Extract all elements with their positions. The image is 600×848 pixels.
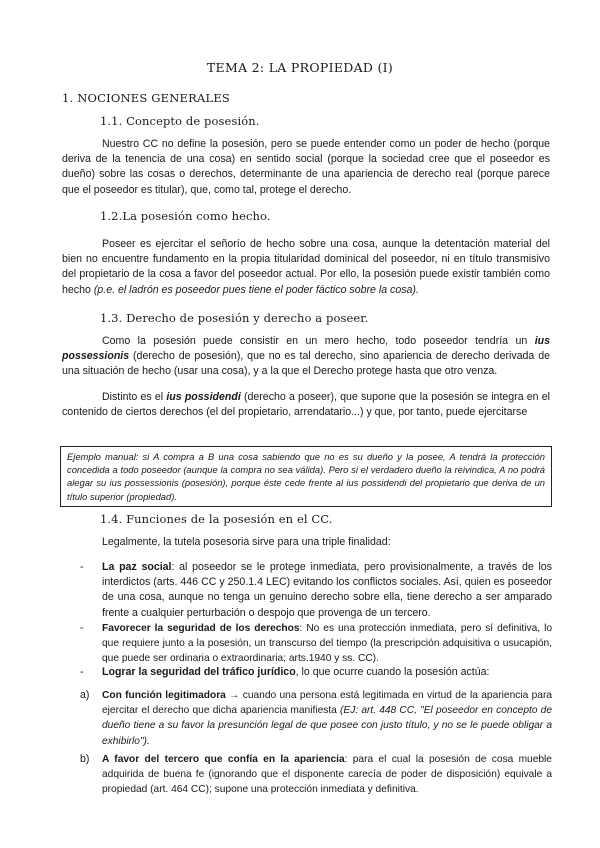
list-marker: - (80, 622, 84, 634)
list-marker: b) (80, 753, 90, 765)
list-marker: a) (80, 689, 90, 701)
paragraph-text: (derecho de posesión), que no es tal derecho, sino apariencia de derecho derivada de una situación de hecho (usar una cosa), y a la que el Derecho protege hasta que otro venza. (62, 350, 550, 378)
list-item-title: La paz social (102, 561, 172, 573)
list-item-title: Lograr la seguridad del tráfico jurídico (102, 666, 296, 678)
list-item-title: Favorecer la seguridad de los derechos (102, 623, 300, 634)
list-marker: - (80, 666, 84, 678)
list-item-text: , lo que ocurre cuando la posesión actúa: (295, 666, 490, 678)
subsection-heading-1-1: 1.1. Concepto de posesión. (100, 114, 260, 128)
example-box: Ejemplo manual: si A compra a B una cosa sabiendo que no es su dueño y la posee, A tendrá la protección concedida a todo poseedor (aunque la compra no sea válida). Pero si el verdadero dueño la reivindica, A no podrá alegar su ius possessionis (posesión), porque éste cede frente al ius possidendi del propietario que deriva de un título superior (propiedad). (60, 446, 552, 507)
paragraph-text: Como la posesión puede consistir en un mero hecho, todo poseedor tendría un (102, 335, 528, 347)
paragraph-text: (derecho a poseer), que supone que la posesión se integra en el contenido de ciertos derechos (el del propietario, arrendatario...) y que, por tanto, puede ejercitarse (62, 391, 550, 419)
paragraph-posesion-hecho (62, 237, 550, 298)
latin-term: ius possessionis (62, 335, 550, 363)
example-text: (p.e. el ladrón es poseedor pues tiene el poder fáctico sobre la cosa). (93, 283, 419, 296)
paragraph-ius-possessionis (62, 334, 550, 380)
paragraph-text: Nuestro CC no define la posesión, pero se puede entender como un poder de hecho (porque deriva de la tenencia de una cosa) en sentido social (porque la sociedad cree que el poseedor es dueño) sobre las cosas o derechos, determinante de una apariencia de derecho real (porque parece que el poseedor es titular), que, como tal, protege el derecho. (62, 138, 550, 196)
paragraph-ius-possidendi (62, 390, 550, 420)
section-heading-nociones: 1. NOCIONES GENERALES (62, 91, 230, 105)
paragraph-text: Distinto es el (102, 391, 164, 403)
list-item-text: : No es una protección inmediata, pero sí definitiva, lo que requiere junto a la posesión, un transcurso del tiempo (la prescripción adquisitiva o usucapión, que puede ser ordinaria o extraordinaria; arts.1940 y ss. CC). (102, 623, 552, 665)
list-item-text: : al poseedor se le protege inmediata, pero provisionalmente, a través de los interdictos (arts. 446 CC y 250.1.4 LEC) evitando los conflictos sociales. Así, quien es poseedor de una cosa, aunque no tenga un genuino derecho sobre ella, tiene derecho a ser amparado frente a cualquier perturbación o despojo que provenga de un tercero. (102, 561, 552, 619)
paragraph-funciones-intro: Legalmente, la tutela posesoria sirve para una triple finalidad: (102, 536, 391, 548)
latin-term: ius possidendi (166, 391, 241, 403)
paragraph-concepto-posesion (62, 137, 550, 198)
subsection-heading-1-4: 1.4. Funciones de la posesión en el CC. (100, 512, 333, 526)
subsection-heading-1-3: 1.3. Derecho de posesión y derecho a poseer. (100, 311, 369, 325)
subsection-heading-1-2: 1.2.La posesión como hecho. (100, 209, 271, 223)
list-item-text: : para el cual la posesión de cosa mueble adquirida de buena fe (ignorando que el disponente carecía de poder de disposición) equivale a propiedad (art. 464 CC); supone una protección inmediata y definitiva. (102, 754, 552, 796)
list-item-title: A favor del tercero que confía en la apariencia (102, 754, 345, 765)
list-item-title: Con función legitimadora (102, 690, 226, 701)
document-title: TEMA 2: LA PROPIEDAD (I) (206, 60, 394, 75)
list-item-text: → cuando una persona está legitimada en virtud de la apariencia para ejercitar el derecho que dicha apariencia manifiesta (102, 690, 553, 717)
list-marker: - (80, 561, 84, 573)
paragraph-text: Poseer es ejercitar el señorío de hecho sobre una cosa, aunque la detentación material del bien no encuentre fundamento en la propia titularidad dominical del poseedor, ni en título transmisivo del propietario de la cosa a favor del poseedor actual. Por ello, la posesión puede existir también como hecho (62, 238, 550, 296)
list-item-example: (EJ: art. 448 CC, "El poseedor en concepto de dueño tiene a su favor la presunción legal de que posee con justo título, y no se le puede obligar a exhibirlo"). (102, 705, 552, 747)
